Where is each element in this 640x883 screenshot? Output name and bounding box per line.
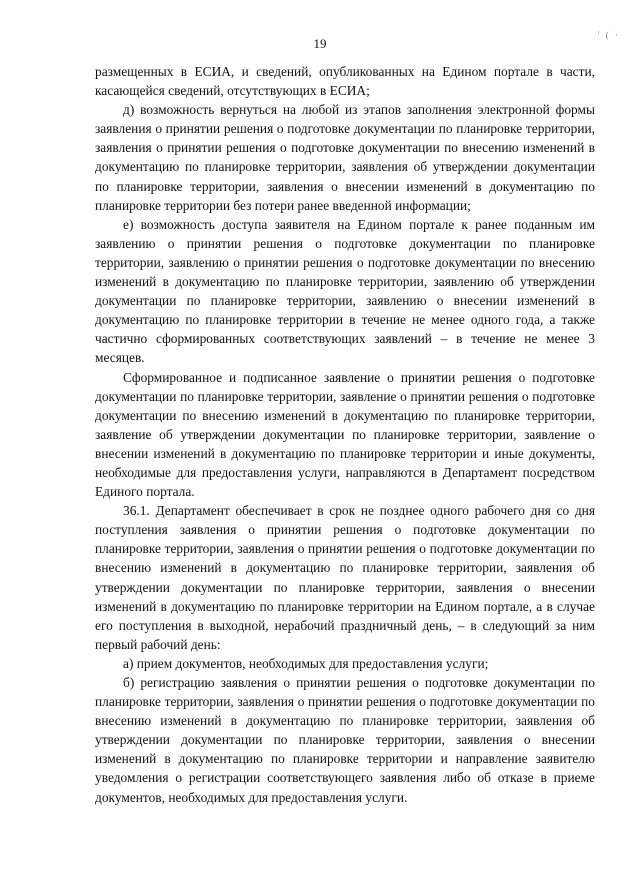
paragraph-item-d: д) возможность вернуться на любой из этапов заполнения электронной формы заявления о принятии решения о подготовке документации по планировке территории, заявления о принятии решения о подготовке документации по внесению изменений в документацию по планировке территории, заявления об утверждении документации по планировке территории, заявления о внесении изменений в документацию по планировке территории без потери ранее введенной информации; [95,102,595,213]
corner-scan-mark: ' ( · [597,30,620,40]
paragraph-submission: Сформированное и подписанное заявление о принятии решения о подготовке документации по планировке территории, заявление о принятии решения о подготовке документации по внесению изменений в документацию по планировке территории, заявление об утверждении документации по планировке территории, заявление о внесении изменений в документацию по планировке территории и иные документы, необходимые для предоставления услуги, направляются в Департамент посредством Единого портала. [95,369,595,500]
paragraph-item-a: а) прием документов, необходимых для предоставления услуги; [123,655,489,671]
paragraph-continuation: размещенных в ЕСИА, и сведений, опубликованных на Едином портале в части, касающейся сведений, отсутствующих в ЕСИА; [95,64,595,99]
paragraph-item-e: е) возможность доступа заявителя на Едином портале к ранее поданным им заявлению о принятии решения о подготовке документации по планировке территории, заявлению о принятии решения о подготовке документации по внесению изменений в документацию по планировке территории, заявлению об утверждении документации по планировке территории, заявлению о внесении изменений в документацию по планировке территории в течение не менее одного года, а также частично сформированных соответствующих заявлений – в течение не менее 3 месяцев. [95,216,595,366]
paragraph-item-b: б) регистрацию заявления о принятии решения о подготовке документации по планировке территории, заявления о принятии решения о подготовке документации по внесению изменений в документацию по планировке территории, заявления об утверждении документации по планировке территории, заявления о внесении изменений в документацию по планировке территории и направление заявителю уведомления о регистрации соответствующего заявления либо об отказе в приеме документов, необходимых для предоставления услуги. [95,675,595,805]
paragraph-36-1: 36.1. Департамент обеспечивает в срок не позднее одного рабочего дня со дня поступления заявления о принятии решения о подготовке документации по планировке территории, заявления о принятии решения о подготовке документации по внесению изменений в документацию по планировке территории, заявления об утверждении документации по планировке территории, заявления о внесении изменений в документацию по планировке территории на Едином портале, а в случае его поступления в выходной, нерабочий праздничный день, – в следующий за ним первый рабочий день: [95,503,595,652]
document-body [95,62,595,807]
page-number: 19 [313,36,327,51]
